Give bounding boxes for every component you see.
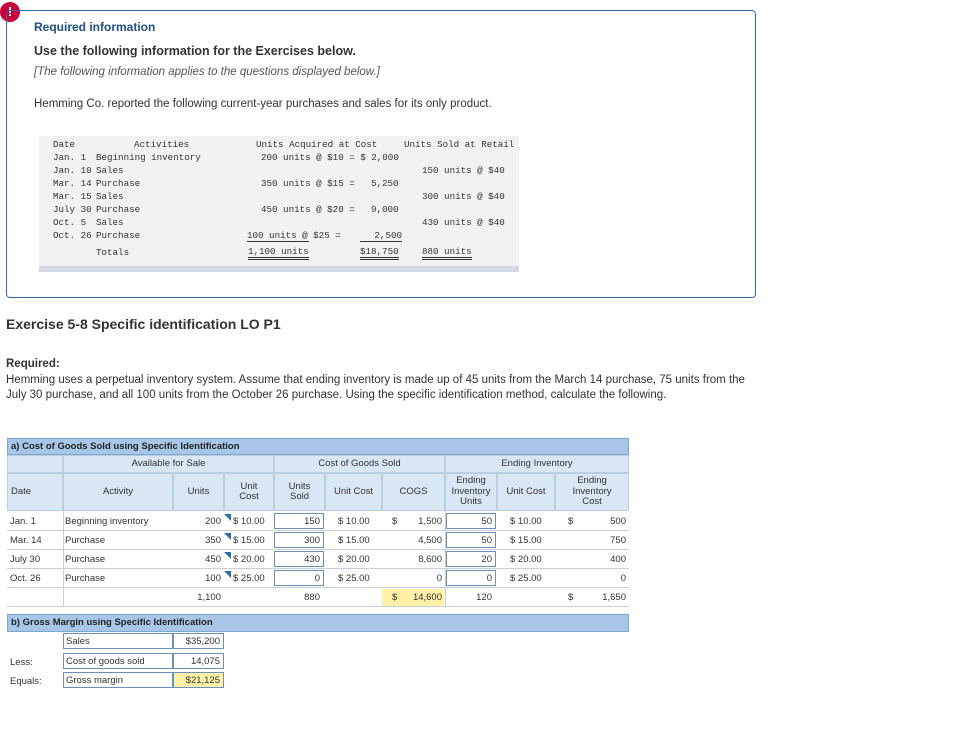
ledger-totals-label: Totals xyxy=(96,247,130,258)
ledger-activity: Sales xyxy=(96,217,124,228)
ledger-acquired: 350 units @ $15 = xyxy=(261,178,355,189)
row-ending-unit-cost: $ 10.00 xyxy=(510,516,542,527)
ledger-sold: 300 units @ $40 xyxy=(422,191,505,202)
total-ending-units: 120 xyxy=(476,592,492,603)
gross-margin-label: Gross margin xyxy=(66,675,124,686)
less-prefix: Less: xyxy=(10,657,33,668)
row-ending-cost: 500 xyxy=(610,516,626,527)
company-description: Hemming Co. reported the following current-year purchases and sales for its only product. xyxy=(34,98,492,110)
required-information-title: Required information xyxy=(34,20,156,34)
col-ending-cost: Ending Inventory Cost xyxy=(555,473,629,511)
cogs-sign: $ xyxy=(392,516,398,527)
ending-units-value: 50 xyxy=(481,535,492,546)
exercise-title: Exercise 5-8 Specific identification LO P1 xyxy=(6,316,281,332)
row-cogs: 1,500 xyxy=(418,516,442,527)
ledger-header-date: Date xyxy=(53,139,76,150)
total-units: 1,100 xyxy=(197,592,221,603)
required-label: Required: xyxy=(6,358,60,370)
ledger-header-acquired: Units Acquired at Cost xyxy=(256,139,378,150)
ledger-total-sold: 880 units xyxy=(422,246,472,260)
group-cost-of-goods-sold: Cost of Goods Sold xyxy=(274,455,445,473)
ledger-activity: Sales xyxy=(96,191,124,202)
ledger-acquired: 450 units @ $20 = xyxy=(261,204,355,215)
cogs-label: Cost of goods sold xyxy=(66,656,145,667)
row-sold-cost: $ 15.00 xyxy=(338,535,370,546)
total-units-sold: 880 xyxy=(304,592,320,603)
row-ending-cost: 0 xyxy=(620,573,626,584)
ledger-amount: 9,000 xyxy=(371,204,399,215)
row-cogs: 8,600 xyxy=(418,554,442,565)
row-activity: Purchase xyxy=(65,535,106,546)
ending-units-value: 0 xyxy=(486,573,492,584)
ledger-date: Jan. 1 xyxy=(53,152,87,163)
equals-prefix: Equals: xyxy=(10,676,42,687)
ledger-date: Oct. 5 xyxy=(53,217,87,228)
applies-note: [The following information applies to the questions displayed below.] xyxy=(34,66,380,78)
row-cogs: 4,500 xyxy=(418,535,442,546)
ledger-amount: 5,250 xyxy=(371,178,399,189)
ledger-activity: Purchase xyxy=(96,204,141,215)
ledger-activity: Beginning inventory xyxy=(96,152,201,163)
group-ending-inventory: Ending Inventory xyxy=(445,455,629,473)
row-units: 200 xyxy=(205,516,221,527)
row-ending-cost: 750 xyxy=(610,535,626,546)
row-date: July 30 xyxy=(10,554,41,565)
units-sold-value: 300 xyxy=(304,535,320,546)
col-ending-units: Ending Inventory Units xyxy=(445,473,497,511)
col-unit-cost-ending: Unit Cost xyxy=(497,473,555,511)
cogs-value: 14,075 xyxy=(190,656,220,667)
ledger-sold: 150 units @ $40 xyxy=(422,165,505,176)
ledger-total-cost: $18,750 xyxy=(360,246,399,260)
col-unit-cost: Unit Cost xyxy=(224,473,274,511)
ledger-activity: Purchase xyxy=(96,230,141,241)
col-cogs: COGS xyxy=(382,473,445,511)
row-activity: Purchase xyxy=(65,554,106,565)
gross-margin-value: $21,125 xyxy=(185,675,220,686)
ending-units-value: 50 xyxy=(481,516,492,527)
header-blank xyxy=(7,455,63,473)
ledger-acquired: 200 units @ $10 = $ 2,000 xyxy=(261,152,399,163)
ledger-header-activities: Activities xyxy=(134,139,190,150)
row-activity: Purchase xyxy=(65,573,106,584)
row-unit-cost: $ 15.00 xyxy=(233,535,265,546)
group-available-for-sale: Available for Sale xyxy=(63,455,274,473)
row-units: 350 xyxy=(205,535,221,546)
ledger-total-units: 1,100 units xyxy=(248,246,309,260)
row-date: Jan. 1 xyxy=(10,516,36,527)
col-date: Date xyxy=(7,473,63,511)
total-ending-cost: 1,650 xyxy=(602,592,626,603)
col-units-sold: Units Sold xyxy=(274,473,325,511)
part-a-title: a) Cost of Goods Sold using Specific Identification xyxy=(7,438,629,455)
col-activity: Activity xyxy=(63,473,173,511)
total-ending-cost-sign: $ xyxy=(568,592,574,603)
total-cogs-sign: $ xyxy=(392,592,398,603)
ledger-date: Jan. 10 xyxy=(53,165,92,176)
ledger-date: July 30 xyxy=(53,204,92,215)
ledger-divider xyxy=(39,266,519,272)
ledger-date: Mar. 15 xyxy=(53,191,92,202)
sales-label: Sales xyxy=(66,636,90,647)
total-cogs: 14,600 xyxy=(412,592,442,603)
ledger-sold: 430 units @ $40 xyxy=(422,217,505,228)
row-activity: Beginning inventory xyxy=(65,516,149,527)
col-units: Units xyxy=(173,473,224,511)
row-ending-cost: 400 xyxy=(610,554,626,565)
ending-units-value: 20 xyxy=(481,554,492,565)
alert-icon: ! xyxy=(0,2,20,22)
row-unit-cost: $ 25.00 xyxy=(233,573,265,584)
ending-cost-sign: $ xyxy=(568,516,574,527)
ledger-date: Mar. 14 xyxy=(53,178,92,189)
units-sold-value: 150 xyxy=(304,516,320,527)
ledger-amount: 2,500 xyxy=(360,230,402,242)
row-unit-cost: $ 10.00 xyxy=(233,516,265,527)
row-ending-unit-cost: $ 25.00 xyxy=(510,573,542,584)
col-unit-cost-sold: Unit Cost xyxy=(325,473,382,511)
row-cogs: 0 xyxy=(436,573,442,584)
row-ending-unit-cost: $ 20.00 xyxy=(510,554,542,565)
ledger-date: Oct. 26 xyxy=(53,230,92,241)
row-ending-unit-cost: $ 15.00 xyxy=(510,535,542,546)
row-unit-cost: $ 20.00 xyxy=(233,554,265,565)
row-date: Mar. 14 xyxy=(10,535,42,546)
required-text: Hemming uses a perpetual inventory system. Assume that ending inventory is made up of 45 units from the March 14 purchase, 75 units from the July 30 purchase, and all 100 units from the October 26 purchase. Using the specific identification method, calculate the following. xyxy=(6,374,745,401)
ledger-header-sold: Units Sold at Retail xyxy=(404,139,515,150)
part-b-title: b) Gross Margin using Specific Identification xyxy=(7,614,629,632)
row-sold-cost: $ 20.00 xyxy=(338,554,370,565)
ledger-activity: Purchase xyxy=(96,178,141,189)
row-units: 450 xyxy=(205,554,221,565)
row-units: 100 xyxy=(205,573,221,584)
row-sold-cost: $ 25.00 xyxy=(338,573,370,584)
units-sold-value: 430 xyxy=(304,554,320,565)
ledger-activity: Sales xyxy=(96,165,124,176)
sales-value: $35,200 xyxy=(185,636,220,647)
instructions-heading: Use the following information for the Exercises below. xyxy=(34,44,356,58)
row-sold-cost: $ 10.00 xyxy=(338,516,370,527)
ledger-acquired: 100 units @ $25 = xyxy=(247,230,341,241)
units-sold-value: 0 xyxy=(314,573,320,584)
row-date: Oct. 26 xyxy=(10,573,41,584)
